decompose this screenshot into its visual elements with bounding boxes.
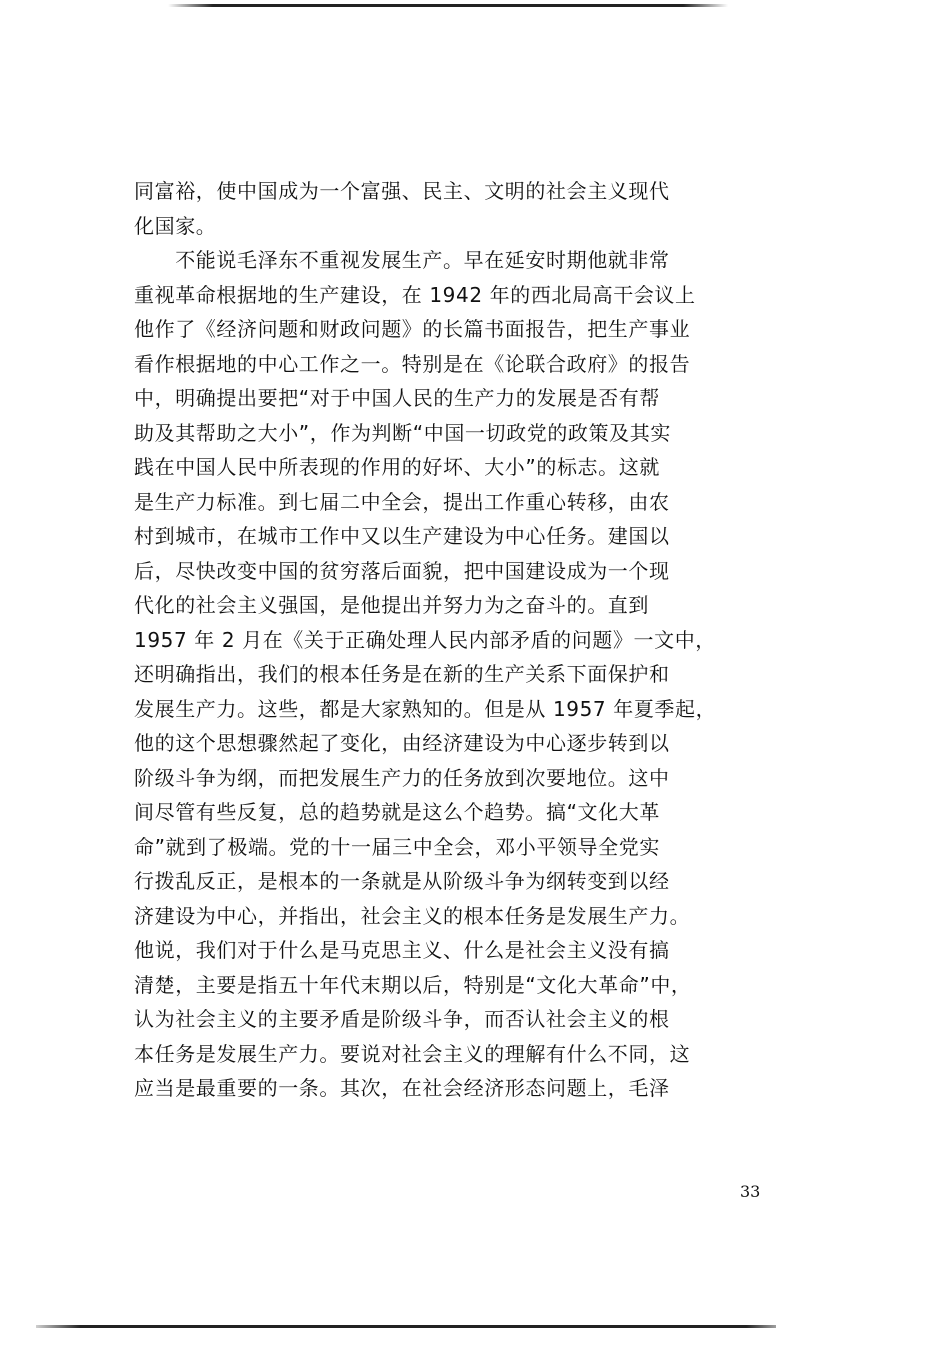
text-line: 他作了《经济问题和财政问题》的长篇书面报告，把生产事业 xyxy=(134,317,691,341)
text-line: 后，尽快改变中国的贫穷落后面貌，把中国建设成为一个现 xyxy=(134,558,670,583)
text-line: 看作根据地的中心工作之一。特别是在《论联合政府》的报告 xyxy=(134,351,691,376)
text-line: 他的这个思想骤然起了变化，由经济建设为中心逐步转到以 xyxy=(134,731,670,755)
bottom-scan-rule xyxy=(36,1325,776,1328)
text-line: 认为社会主义的主要矛盾是阶级斗争，而否认社会主义的根 xyxy=(134,1007,670,1031)
text-line: 代化的社会主义强国，是他提出并努力为之奋斗的。直到 xyxy=(134,593,649,617)
text-line: 他说，我们对于什么是马克思主义、什么是社会主义没有搞 xyxy=(134,938,670,962)
body-text xyxy=(134,174,794,1106)
text-line: 中，明确提出要把“对于中国人民的生产力的发展是否有帮 xyxy=(134,386,660,410)
text-line: 助及其帮助之大小”，作为判断“中国一切政党的政策及其实 xyxy=(134,420,671,445)
top-scan-rule xyxy=(168,4,728,7)
text-line: 不能说毛泽东不重视发展生产。早在延安时期他就非常 xyxy=(134,248,670,272)
text-line: 1957 年 2 月在《关于正确处理人民内部矛盾的问题》一文中， xyxy=(134,627,716,652)
text-line: 本任务是发展生产力。要说对社会主义的理解有什么不同，这 xyxy=(134,1041,691,1066)
text-line: 济建设为中心，并指出，社会主义的根本任务是发展生产力。 xyxy=(134,903,691,928)
text-line: 重视革命根据地的生产建设，在 1942 年的西北局高干会议上 xyxy=(134,282,696,307)
text-line: 阶级斗争为纲，而把发展生产力的任务放到次要地位。这中 xyxy=(134,765,670,790)
text-line: 命”就到了极端。党的十一届三中全会，邓小平领导全党实 xyxy=(134,834,660,859)
text-line: 行拨乱反正，是根本的一条就是从阶级斗争为纲转变到以经 xyxy=(134,869,670,893)
text-line: 是生产力标准。到七届二中全会，提出工作重心转移，由农 xyxy=(134,489,670,514)
text-line: 清楚，主要是指五十年代末期以后，特别是“文化大革命”中， xyxy=(134,972,692,997)
text-line: 化国家。 xyxy=(134,213,217,238)
text-line: 应当是最重要的一条。其次，在社会经济形态问题上，毛泽 xyxy=(134,1076,670,1100)
text-line: 还明确指出，我们的根本任务是在新的生产关系下面保护和 xyxy=(134,662,670,686)
text-line: 同富裕，使中国成为一个富强、民主、文明的社会主义现代 xyxy=(134,179,670,203)
text-line: 间尽管有些反复，总的趋势就是这么个趋势。搞“文化大革 xyxy=(134,800,660,824)
page-number: 33 xyxy=(740,1182,761,1201)
text-line: 践在中国人民中所表现的作用的好坏、大小”的标志。这就 xyxy=(134,455,660,479)
text-line: 村到城市，在城市工作中又以生产建设为中心任务。建国以 xyxy=(134,524,670,548)
text-line: 发展生产力。这些，都是大家熟知的。但是从 1957 年夏季起， xyxy=(134,696,717,721)
